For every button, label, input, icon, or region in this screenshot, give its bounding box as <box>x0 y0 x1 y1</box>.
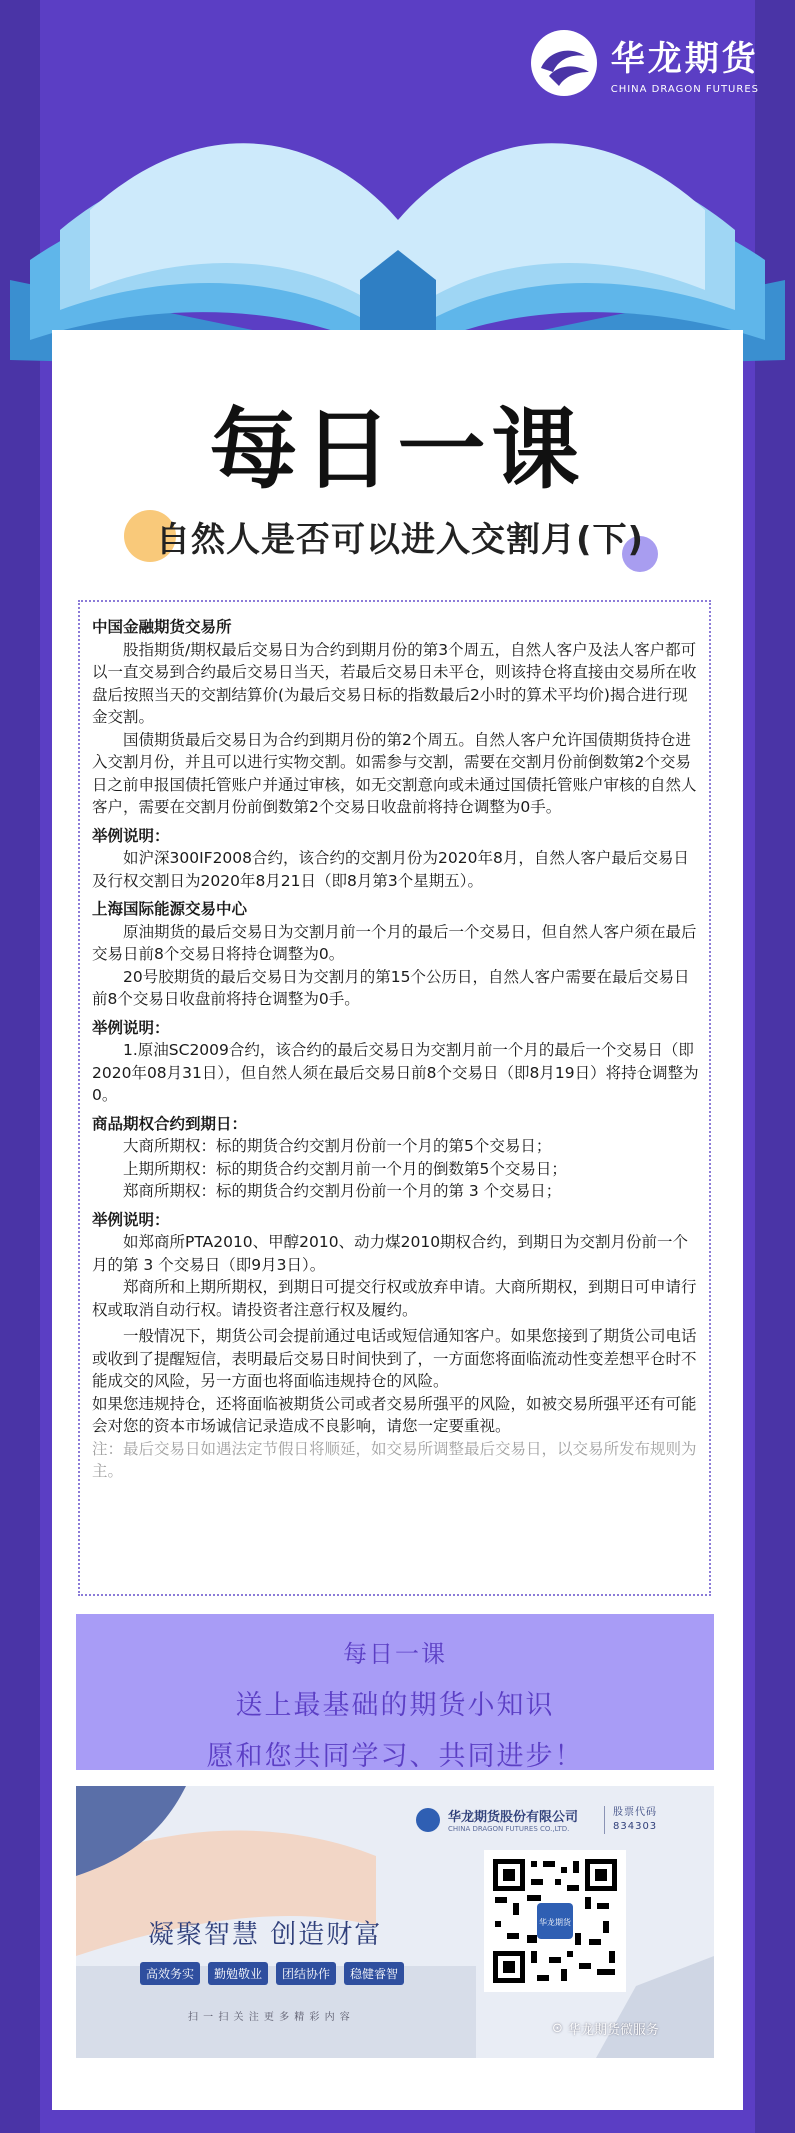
ad-company-name <box>416 1806 578 1833</box>
paragraph: 郑商所和上期所期权，到期日可提交行权或放弃申请。大商所期权，到期日可申请行权或取消自动行权。请投资者注意行权及履约。 <box>92 1278 697 1319</box>
brand-name-en: CHINA DRAGON FUTURES <box>610 84 759 95</box>
dragon-logo-icon <box>529 28 599 98</box>
paragraph: 如沪深300IF2008合约，该合约的交割月份为2020年8月，自然人客户最后交易日及行权交割日为2020年8月21日（即8月第3个星期五）。 <box>92 849 689 890</box>
company-ad <box>76 1786 714 2058</box>
subtitle-block <box>120 506 680 566</box>
section-heading-options: 商品期权合约到期日： <box>92 1114 248 1133</box>
section-heading-example: 举例说明： <box>92 1018 170 1037</box>
list-item: 大商所期权：标的期货合约交割月份前一个月的第5个交易日； <box>123 1137 552 1155</box>
qr-code[interactable] <box>484 1850 626 1992</box>
section-heading-example: 举例说明： <box>92 826 170 845</box>
note-text: 注：最后交易日如遇法定节假日将顺延，如交易所调整最后交易日，以交易所发布规则为主。 <box>92 1439 697 1480</box>
wechat-icon: ⊙ <box>552 2021 563 2036</box>
ad-tag: 稳健睿智 <box>344 1962 404 1985</box>
brand-name-cn: 华龙期货 <box>610 39 759 79</box>
qr-center-label: 华龙期货 <box>539 1918 571 1927</box>
ad-tag: 勤勉敬业 <box>208 1962 268 1985</box>
banner-line-1: 每日一课 <box>343 1640 447 1668</box>
paragraph: 如郑商所PTA2010、甲醇2010、动力煤2010期权合约，到期日为交割月份前一个月的第 3 个交易日（即9月3日）。 <box>92 1233 689 1274</box>
page-title: 每日一课 <box>209 398 586 501</box>
banner-line-2: 送上最基础的期货小知识 <box>235 1690 555 1721</box>
banner-line-3: 愿和您共同学习、共同进步！ <box>206 1741 584 1772</box>
ad-tag: 团结协作 <box>276 1962 336 1985</box>
section-heading-cffex: 中国金融期货交易所 <box>92 618 232 636</box>
section-heading-ine: 上海国际能源交易中心 <box>92 900 248 918</box>
company-name-cn: 华龙期货股份有限公司 <box>448 1810 579 1825</box>
list-item: 上期所期权：标的期货合约交割月前一个月的倒数第5个交易日； <box>123 1159 567 1178</box>
paragraph: 原油期货的最后交易日为交割月前一个月的最后一个交易日，但自然人客户须在最后交易日前8个交易日将持仓调整为0。 <box>92 922 697 963</box>
paragraph: 1.原油SC2009合约，该合约的最后交易日为交割月前一个月的最后一个交易日（即2020年08月31日），但自然人须在最后交易日前8个交易日（即8月19日）将持仓调整为0。 <box>92 1041 699 1104</box>
brand-header <box>529 28 759 98</box>
stock-code: 834303 <box>613 1821 658 1832</box>
paragraph: 国债期货最后交易日为合约到期月份的第2个周五。自然人客户允许国债期货持仓进入交割月份，并且可以进行实物交割。如需参与交割，需要在交割月份前倒数第2个交易日之前申报国债托管账户并通过审核，如无交割意向或未通过国债托管账户审核的自然人客户，需要在交割月份前倒数第2个交易日收盘前将持仓调整为0手。 <box>92 730 697 816</box>
company-logo-icon <box>416 1808 440 1832</box>
company-name-en: CHINA DRAGON FUTURES CO.,LTD. <box>448 1825 570 1833</box>
stock-label: 股票代码 <box>613 1807 657 1818</box>
ad-tag: 高效务实 <box>140 1962 200 1985</box>
list-item: 郑商所期权：标的期货合约交割月份前一个月的第 3 个交易日； <box>123 1182 562 1200</box>
paragraph: 股指期货/期权最后交易日为合约到期月份的第3个周五，自然人客户及法人客户都可以一直交易到合约最后交易日当天，若最后交易日未平仓，则该持仓将直接由交易所在收盘后按照当天的交割结算价(为最后交易日标的指数最后2小时的算术平均价)揭合进行现金交割。 <box>92 640 697 726</box>
ad-tags <box>140 1962 404 1985</box>
page-subtitle: 自然人是否可以进入交割月(下) <box>155 520 645 560</box>
lesson-content <box>78 600 711 1596</box>
section-heading-example: 举例说明： <box>92 1210 170 1229</box>
promo-banner <box>76 1614 714 1770</box>
paragraph: 20号胶期货的最后交易日为交割月的第15个公历日，自然人客户需要在最后交易日前8个交易日收盘前将持仓调整为0手。 <box>92 967 690 1008</box>
ad-slogan: 凝聚智慧 创造财富 <box>148 1920 383 1950</box>
paragraph: 如果您违规持仓，还将面临被期货公司或者交易所强平的风险，如被交易所强平还有可能会对您的资本市场诚信记录造成不良影响，请您一定要重视。 <box>92 1394 697 1435</box>
wechat-label-text: 华龙期货微服务 <box>567 2023 659 2038</box>
qr-code-icon <box>489 1855 621 1987</box>
scan-hint: 扫 一 扫 关 注 更 多 精 彩 内 容 <box>188 2012 351 2023</box>
stock-code-block <box>604 1806 657 1834</box>
paragraph: 一般情况下，期货公司会提前通过电话或短信通知客户。如果您接到了期货公司电话或收到了提醒短信，表明最后交易日时间快到了，一方面您将面临流动性变差想平仓时不能成交的风险，另一方面也将面临违规持仓的风险。 <box>92 1327 697 1390</box>
wechat-label <box>552 2019 659 2038</box>
